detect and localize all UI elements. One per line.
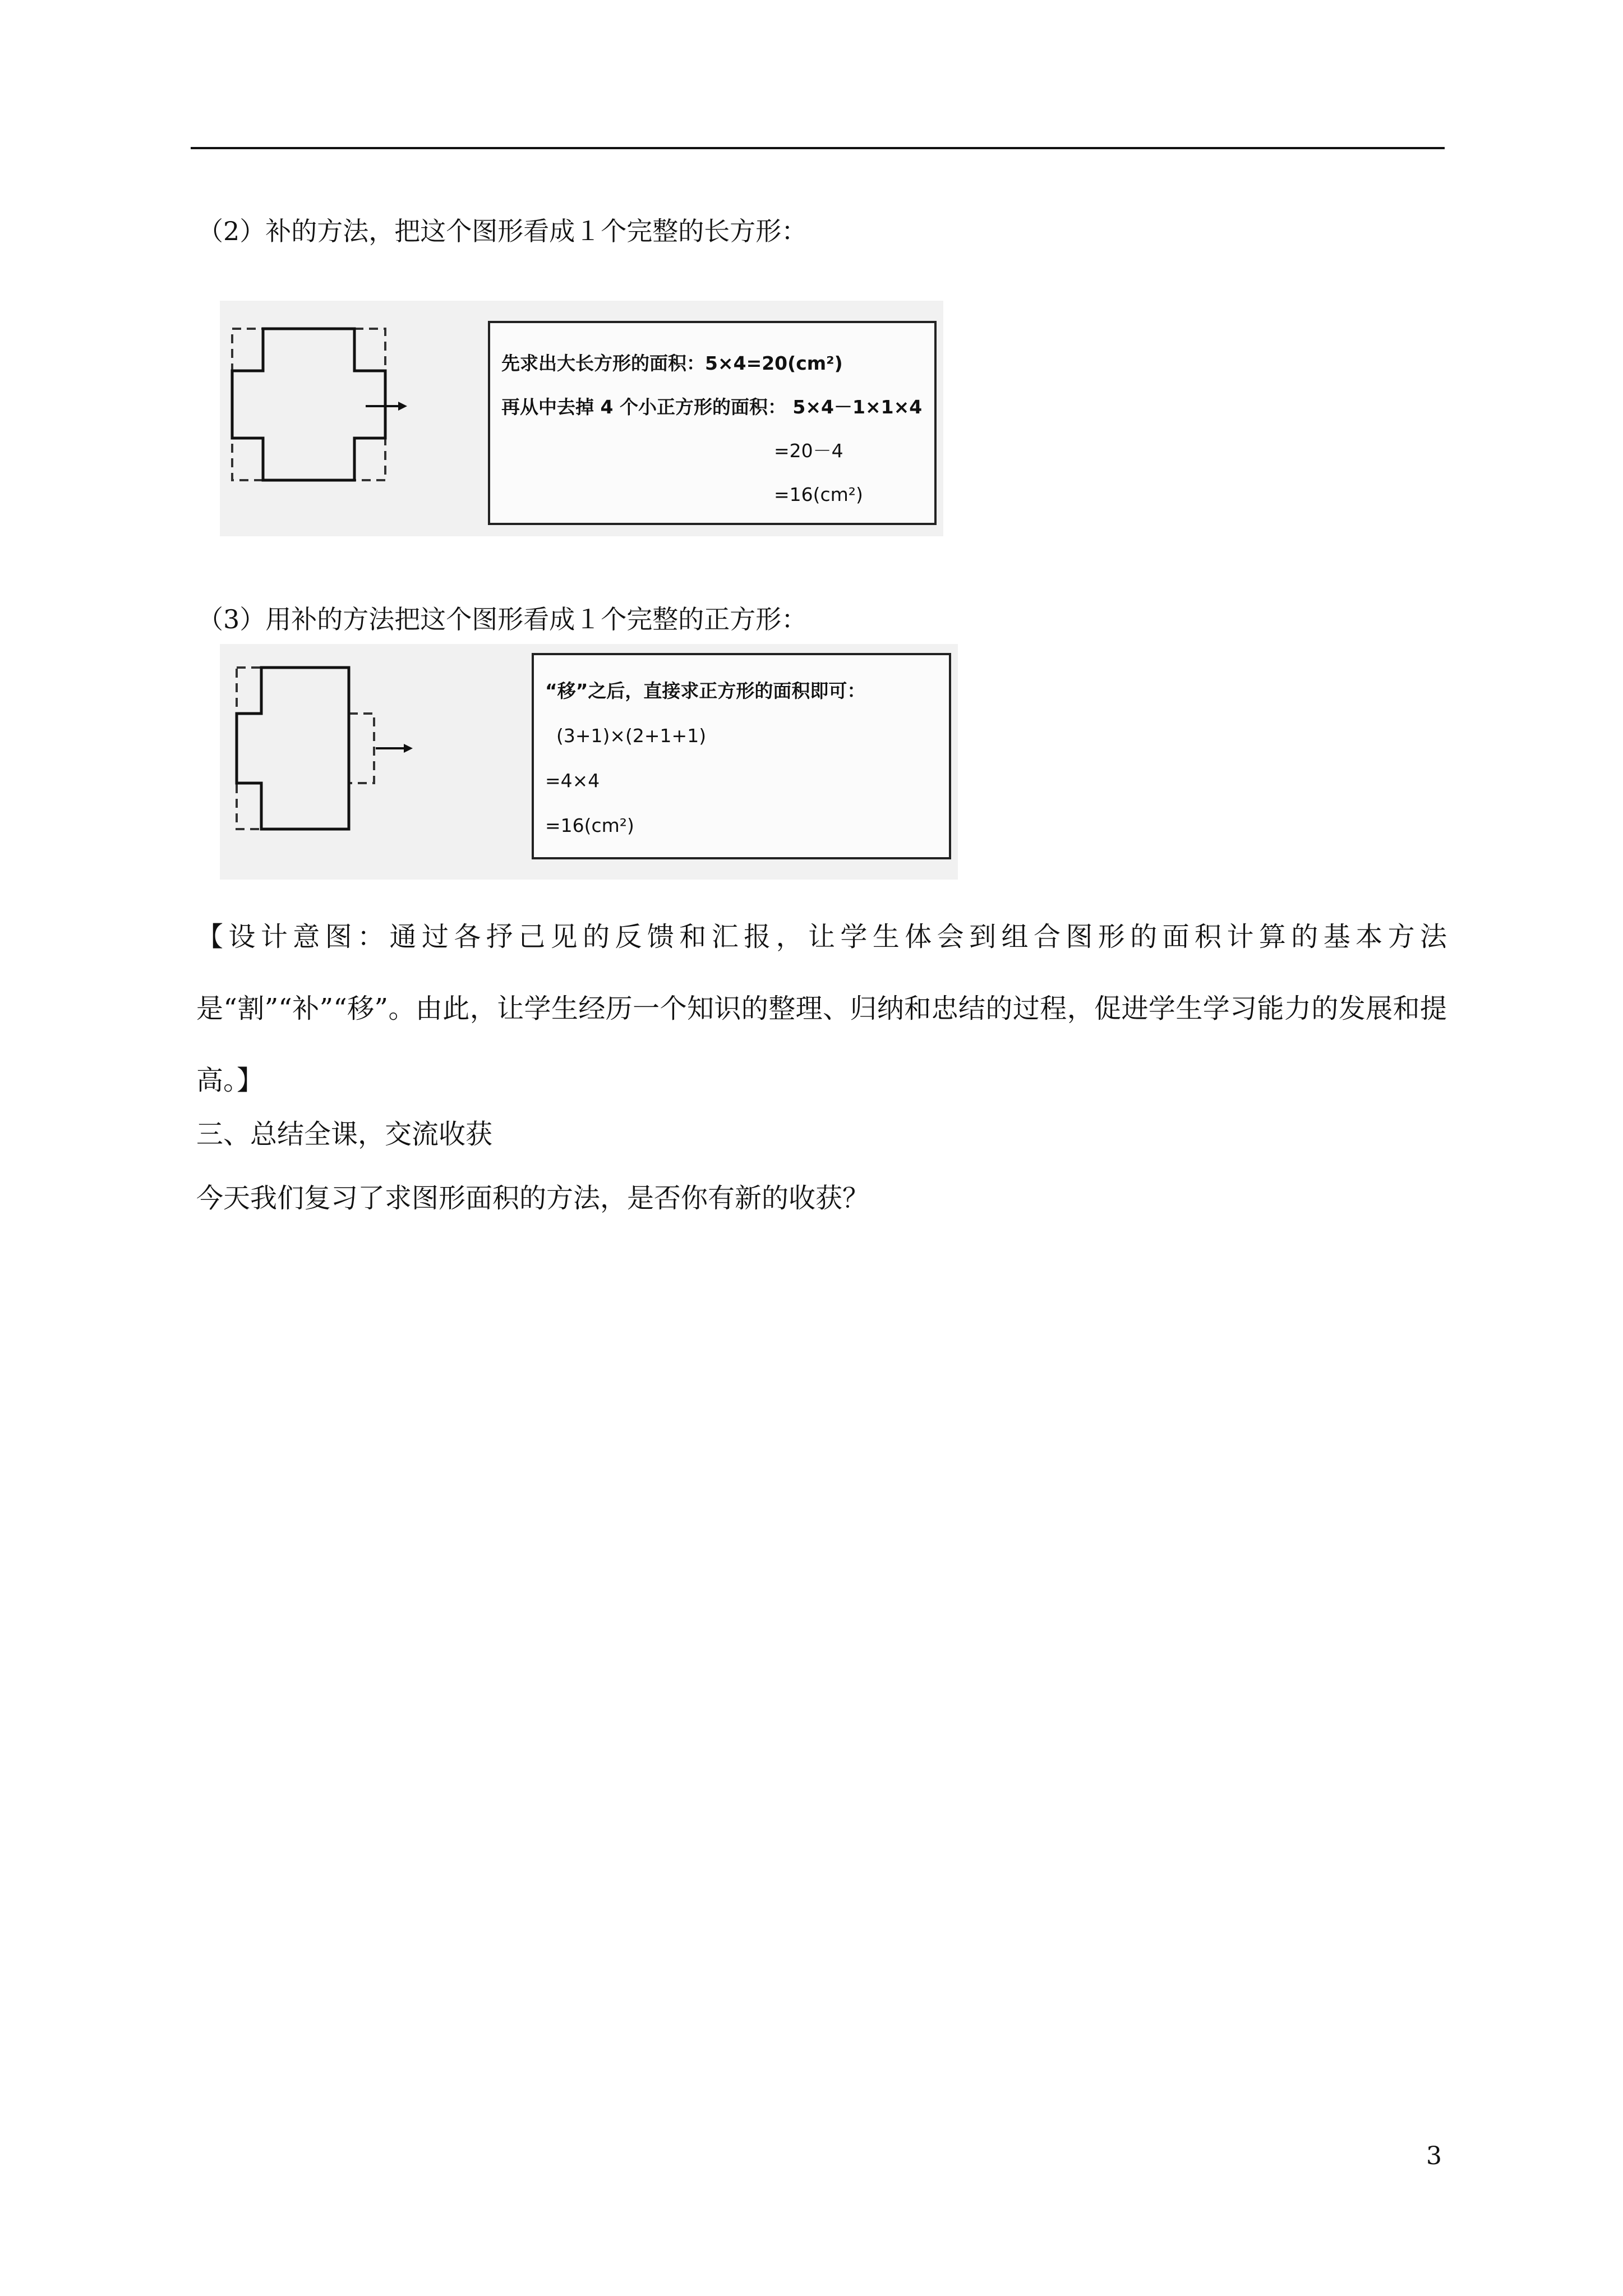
page-number: 3 [1426, 2142, 1442, 2170]
method3-heading: （3）用补的方法把这个图形看成１个完整的正方形： [197, 604, 808, 634]
method3-line-3: =4×4 [545, 770, 600, 792]
figure-method2 [220, 301, 943, 536]
method2-line-1: 先求出大长方形的面积：5×4=20(cm²) [501, 352, 843, 374]
dashed-tab-right [349, 714, 374, 783]
method2-line-4: =16(cm²) [774, 484, 863, 505]
method2-line-2: 再从中去掉 4 个小正方形的面积： 5×4－1×1×4 [501, 396, 923, 418]
method2-explanation-box [488, 321, 937, 525]
method3-line-1: “移”之后，直接求正方形的面积即可： [545, 680, 866, 702]
dashed-corner-top-left [232, 329, 263, 371]
dashed-corner-top-left [237, 668, 261, 714]
header-rule [191, 147, 1445, 149]
dashed-corner-bottom-right [354, 438, 385, 480]
method2-heading: （2）补的方法，把这个图形看成１个完整的长方形： [197, 216, 808, 246]
dashed-corner-bottom-left [237, 783, 261, 829]
figure-method3 [220, 644, 958, 880]
section3-text: 今天我们复习了求图形面积的方法，是否你有新的收获？ [196, 1182, 870, 1214]
shape-outline [237, 668, 349, 829]
method2-line-3: =20－4 [774, 440, 843, 462]
method3-line-4: =16(cm²) [545, 815, 634, 836]
cross-outline [232, 329, 385, 480]
dashed-corner-top-right [354, 329, 385, 371]
section3-title: 三、总结全课，交流收获 [196, 1119, 493, 1150]
method3-line-2: (3+1)×(2+1+1) [556, 725, 707, 747]
dashed-corner-bottom-left [232, 438, 263, 480]
arrow-icon [376, 744, 413, 753]
design-intent-paragraph: 【设计意图：通过各抒己见的反馈和汇报，让学生体会到组合图形的面积计算的基本方法是“割”“补”“移”。由此，让学生经历一个知识的整理、归纳和忠结的过程，促进学生学习能力的发展和提高。】 [196, 921, 1447, 1096]
method3-explanation-box [532, 653, 951, 859]
